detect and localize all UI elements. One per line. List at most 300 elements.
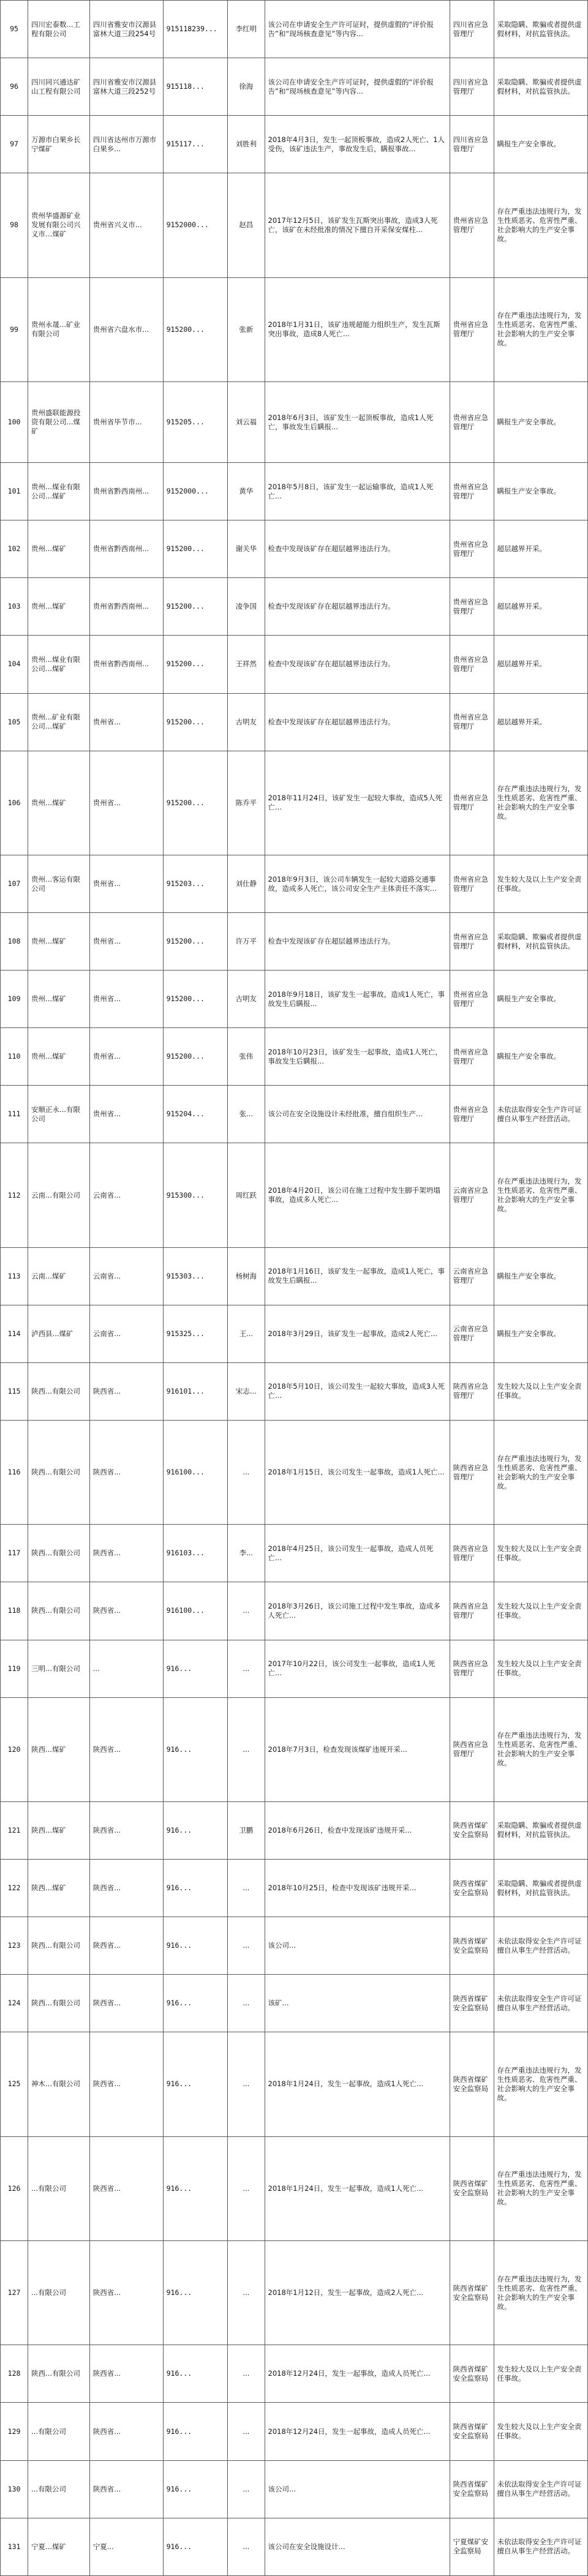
credit-code: 915205... [163,381,227,462]
registered-address: 陕西省... [89,1697,163,1801]
entity-name: 万源市白果乡长宁煤矿 [28,116,90,173]
legal-representative: ... [228,1917,265,1975]
entity-name: 贵州...煤矿 [28,913,90,971]
credit-code: 916... [163,1860,227,1917]
legal-representative: 凌争国 [228,578,265,636]
registered-address: 贵州省... [89,1086,163,1143]
violation-facts: 2018年12月24日，发生一起事故，造成人员死亡... [265,2345,450,2403]
listing-reason: 发生较大及以上生产安全责任事故。 [494,1525,587,1582]
listing-reason: 存在严重违法违规行为，发生性质恶劣、危害性严重、社会影响大的生产安全事故。 [494,2032,587,2136]
legal-representative: ... [228,2241,265,2345]
credit-code: 915118239... [163,1,227,58]
entity-name: 贵州盛联能源投资有限公司...煤矿 [28,381,90,462]
row-number: 104 [1,636,28,693]
violation-facts: 2018年6月26日，检查中发现该矿违规开采... [265,1801,450,1859]
table-row [1,971,588,1028]
entity-name: 贵州...煤矿 [28,751,90,855]
entity-name: 陕西...有限公司 [28,1975,90,2032]
credit-code: 915200... [163,520,227,578]
entity-name: 贵州...煤业有限公司...煤矿 [28,636,90,693]
violation-facts: 该公司在申请安全生产许可证时，提供虚假的“评价报告”和“现场核查意见”等内容... [265,1,450,58]
issuing-department: 云南省应急管理厅 [450,1305,494,1362]
entity-name: 陕西...有限公司 [28,2345,90,2403]
credit-code: 915118... [163,58,227,116]
violation-facts: 检查中发现该矿存在超层越界违法行为。 [265,693,450,751]
issuing-department: 陕西省煤矿安全监察局 [450,1917,494,1975]
legal-representative: 杨树海 [228,1247,265,1305]
credit-code: 915204... [163,1086,227,1143]
table-row [1,277,588,381]
violation-facts: 2018年11月24日，该矿发生一起较大事故，造成5人死亡... [265,751,450,855]
row-number: 123 [1,1917,28,1975]
registered-address: 贵州省... [89,913,163,971]
listing-reason: 采取隐瞒、欺骗或者提供虚假材料，对抗监管执法。 [494,1801,587,1859]
credit-code: 915200... [163,913,227,971]
listing-reason: 瞒报生产安全事故。 [494,971,587,1028]
legal-representative: 刘仕静 [228,855,265,912]
legal-representative: ... [228,1640,265,1697]
row-number: 97 [1,116,28,173]
entity-name: 贵州...客运有限公司 [28,855,90,912]
listing-reason: 超层越界开采。 [494,578,587,636]
violation-facts: 2018年10月25日，检查中发现该矿违规开采... [265,1860,450,1917]
issuing-department: 贵州省应急管理厅 [450,636,494,693]
listing-reason: 超层越界开采。 [494,693,587,751]
entity-name: 贵州...煤矿 [28,971,90,1028]
row-number: 107 [1,855,28,912]
registered-address: 贵州省黔西南州... [89,463,163,520]
violation-facts: 2018年12月24日，发生一起事故，造成人员死亡... [265,2403,450,2460]
registered-address: 陕西省... [89,2032,163,2136]
row-number: 114 [1,1305,28,1362]
listing-reason: 存在严重违法违规行为，发生性质恶劣、危害性严重、社会影响大的生产安全事故。 [494,173,587,277]
credit-code: 9152000... [163,173,227,277]
entity-name: 贵州...煤矿 [28,1028,90,1086]
registered-address: 贵州省... [89,855,163,912]
table-row [1,1420,588,1524]
table-row [1,1362,588,1420]
issuing-department: 四川省应急管理厅 [450,58,494,116]
legal-representative: 古明友 [228,693,265,751]
row-number: 124 [1,1975,28,2032]
listing-reason: 未依法取得安全生产许可证擅自从事生产经营活动。 [494,1917,587,1975]
registered-address: 陕西省... [89,2136,163,2240]
credit-code: 915117... [163,116,227,173]
entity-name: 安顺正永...有限公司 [28,1086,90,1143]
row-number: 98 [1,173,28,277]
row-number: 103 [1,578,28,636]
listing-reason: 未依法取得安全生产许可证擅自从事生产经营活动。 [494,2460,587,2518]
table-row [1,1640,588,1697]
legal-representative: ... [228,1697,265,1801]
listing-reason: 存在严重违法违规行为，发生性质恶劣、危害性严重、社会影响大的生产安全事故。 [494,751,587,855]
entity-name: 陕西...有限公司 [28,1420,90,1524]
row-number: 130 [1,2460,28,2518]
table-row [1,1143,588,1247]
issuing-department: 贵州省应急管理厅 [450,578,494,636]
legal-representative: 张伟 [228,1028,265,1086]
registered-address: 陕西省... [89,1525,163,1582]
violation-facts: 该矿... [265,1975,450,2032]
legal-representative: ... [228,2460,265,2518]
credit-code: 916... [163,1801,227,1859]
registered-address: 陕西省... [89,2345,163,2403]
legal-representative: 许万平 [228,913,265,971]
legal-representative: ... [228,2136,265,2240]
issuing-department: 贵州省应急管理厅 [450,381,494,462]
violation-facts: 2018年1月12日，发生一起事故，造成2人死亡... [265,2241,450,2345]
violation-facts: 2018年4月3日，发生一起顶板事故，造成2人死亡、1人受伤，该矿违法生产，事故发生后，瞒报事故... [265,116,450,173]
credit-code: 916... [163,2403,227,2460]
violation-facts: 2018年6月3日，该矿发生一起顶板事故，造成1人死亡，事故发生后瞒报... [265,381,450,462]
issuing-department: 贵州省应急管理厅 [450,913,494,971]
row-number: 112 [1,1143,28,1247]
row-number: 120 [1,1697,28,1801]
credit-code: 915200... [163,971,227,1028]
table-row [1,381,588,462]
row-number: 122 [1,1860,28,1917]
violation-facts: 2018年9月3日，该公司车辆发生一起较大道路交通事故，造成多人死亡，该公司安全生产主体责任不落实... [265,855,450,912]
legal-representative: 李... [228,1525,265,1582]
violation-facts: 2018年10月23日，该矿发生一起事故，造成1人死亡，事故发生后瞒报... [265,1028,450,1086]
listing-reason: 发生较大及以上生产安全责任事故。 [494,1362,587,1420]
entity-name: 云南...煤矿 [28,1247,90,1305]
credit-code: 916100... [163,1420,227,1524]
credit-code: 915203... [163,855,227,912]
credit-code: 916... [163,2032,227,2136]
issuing-department: 贵州省应急管理厅 [450,693,494,751]
registered-address: 贵州省黔西南州... [89,636,163,693]
registered-address: 贵州省六盘水市... [89,277,163,381]
issuing-department: 贵州省应急管理厅 [450,277,494,381]
issuing-department: 陕西省应急管理厅 [450,1525,494,1582]
legal-representative: ... [228,2518,265,2575]
table-row [1,636,588,693]
issuing-department: 陕西省应急管理厅 [450,1420,494,1524]
violation-facts: 2018年4月25日，该公司发生一起事故，造成人员死亡... [265,1525,450,1582]
violation-facts: 检查中发现该矿存在超层越界违法行为。 [265,520,450,578]
credit-code: 916100... [163,1582,227,1640]
issuing-department: 陕西省应急管理厅 [450,1582,494,1640]
row-number: 125 [1,2032,28,2136]
issuing-department: 贵州省应急管理厅 [450,463,494,520]
entity-name: 陕西...有限公司 [28,1582,90,1640]
entity-name: 陕西...有限公司 [28,1917,90,1975]
row-number: 129 [1,2403,28,2460]
legal-representative: 黄华 [228,463,265,520]
entity-name: ...有限公司 [28,2241,90,2345]
credit-code: 915200... [163,636,227,693]
legal-representative: 周红跃 [228,1143,265,1247]
violation-facts: 2018年9月18日，该矿发生一起事故，造成1人死亡，事故发生后瞒报... [265,971,450,1028]
listing-reason: 采取隐瞒、欺骗或者提供虚假材料，对抗监管执法。 [494,58,587,116]
credit-code: 915300... [163,1143,227,1247]
row-number: 131 [1,2518,28,2575]
registered-address: 陕西省... [89,2241,163,2345]
violation-facts: 2018年3月29日，该矿发生一起事故，造成2人死亡... [265,1305,450,1362]
row-number: 95 [1,1,28,58]
issuing-department: 陕西省应急管理厅 [450,1697,494,1801]
issuing-department: 陕西省煤矿安全监察局 [450,2345,494,2403]
row-number: 108 [1,913,28,971]
listing-reason: 发生较大及以上生产安全责任事故。 [494,2345,587,2403]
issuing-department: 贵州省应急管理厅 [450,971,494,1028]
table-row [1,116,588,173]
legal-representative: ... [228,1860,265,1917]
listing-reason: 瞒报生产安全事故。 [494,1028,587,1086]
listing-reason: 存在严重违法违规行为，发生性质恶劣、危害性严重、社会影响大的生产安全事故。 [494,1697,587,1801]
issuing-department: 陕西省煤矿安全监察局 [450,1860,494,1917]
entity-name: 宁夏...煤矿 [28,2518,90,2575]
entity-name: ...有限公司 [28,2460,90,2518]
row-number: 115 [1,1362,28,1420]
listing-reason: 瞒报生产安全事故。 [494,1247,587,1305]
table-row [1,1086,588,1143]
legal-representative: ... [228,1582,265,1640]
violation-facts: 检查中发现该矿存在超层越界违法行为。 [265,636,450,693]
registered-address: 贵州省... [89,1028,163,1086]
credit-code: 916101... [163,1362,227,1420]
table-row [1,173,588,277]
entity-name: 贵州永晟...矿业有限公司 [28,277,90,381]
entity-name: 陕西...有限公司 [28,1525,90,1582]
legal-representative: ... [228,2345,265,2403]
credit-code: 916... [163,1697,227,1801]
issuing-department: 贵州省应急管理厅 [450,751,494,855]
registered-address: 云南省... [89,1247,163,1305]
entity-name: 贵州...煤矿 [28,520,90,578]
credit-code: 916... [163,2136,227,2240]
issuing-department: 陕西省煤矿安全监察局 [450,2136,494,2240]
violation-facts: 2018年1月15日，该公司发生一起事故，造成1人死亡... [265,1420,450,1524]
entity-name: 陕西...有限公司 [28,1362,90,1420]
table-row [1,463,588,520]
violation-facts: 2017年12月5日，该矿发生瓦斯突出事故，造成3人死亡，该矿在未经批准的情况下擅自开采保安煤柱... [265,173,450,277]
listing-reason: 瞒报生产安全事故。 [494,1305,587,1362]
entity-name: ...有限公司 [28,2136,90,2240]
table-row [1,1582,588,1640]
credit-code: 916... [163,2345,227,2403]
entity-name: 贵州...矿业有限公司...煤矿 [28,693,90,751]
legal-representative: 古明友 [228,971,265,1028]
registered-address: 云南省... [89,1143,163,1247]
issuing-department: 云南省应急管理厅 [450,1143,494,1247]
row-number: 100 [1,381,28,462]
row-number: 118 [1,1582,28,1640]
violation-facts: 检查中发现该矿存在超层越界违法行为。 [265,913,450,971]
violation-facts: 2018年1月31日，该矿违规超能力组织生产，发生瓦斯突出事故，造成8人死亡... [265,277,450,381]
registered-address: 陕西省... [89,1975,163,2032]
legal-representative: ... [228,1975,265,2032]
legal-representative: 王... [228,1305,265,1362]
registered-address: 陕西省... [89,1582,163,1640]
violation-facts: 该公司在申请安全生产许可证时，提供虚假的“评价报告”和“现场核查意见”等内容... [265,58,450,116]
violation-facts: 2018年1月16日，该矿发生一起事故，造成1人死亡，事故发生后瞒报... [265,1247,450,1305]
table-row [1,1801,588,1859]
legal-representative: 陈乔平 [228,751,265,855]
entity-name: 四川同兴通达矿山工程有限公司 [28,58,90,116]
legal-representative: 赵昌 [228,173,265,277]
credit-code: 915200... [163,1028,227,1086]
issuing-department: 陕西省应急管理厅 [450,1362,494,1420]
credit-code: 916... [163,2241,227,2345]
legal-representative: 卫鹏 [228,1801,265,1859]
registered-address: 陕西省... [89,1420,163,1524]
registered-address: 陕西省... [89,1362,163,1420]
registered-address: 陕西省... [89,2460,163,2518]
listing-reason: 发生较大及以上生产安全责任事故。 [494,855,587,912]
legal-representative: 刘云福 [228,381,265,462]
registered-address: 陕西省... [89,1860,163,1917]
issuing-department: 贵州省应急管理厅 [450,173,494,277]
legal-representative: 徐海 [228,58,265,116]
issuing-department: 贵州省应急管理厅 [450,1086,494,1143]
credit-code: 915200... [163,578,227,636]
table-row [1,1305,588,1362]
table-row [1,58,588,116]
credit-code: 916... [163,2460,227,2518]
row-number: 119 [1,1640,28,1697]
table-row [1,2241,588,2345]
listing-reason: 存在严重违法违规行为，发生性质恶劣、危害性严重、社会影响大的生产安全事故。 [494,2136,587,2240]
violation-facts: 2018年7月3日，检查发现该煤矿违规开采... [265,1697,450,1801]
issuing-department: 陕西省应急管理厅 [450,1640,494,1697]
row-number: 121 [1,1801,28,1859]
listing-reason: 采取隐瞒、欺骗或者提供虚假材料，对抗监管执法。 [494,1860,587,1917]
entity-name: 三明...有限公司 [28,1640,90,1697]
listing-reason: 发生较大及以上生产安全责任事故。 [494,1582,587,1640]
legal-representative: 张新 [228,277,265,381]
violation-facts: 2018年4月20日，该公司在施工过程中发生脚手架坍塌事故，造成多人死亡... [265,1143,450,1247]
credit-code: 916... [163,2518,227,2575]
violation-facts: 2018年3月26日，该公司施工过程中发生事故，造成多人死亡... [265,1582,450,1640]
row-number: 99 [1,277,28,381]
credit-code: 916103... [163,1525,227,1582]
violation-facts: 该公司... [265,1917,450,1975]
registered-address: 贵州省毕节市... [89,381,163,462]
table-row [1,1,588,58]
issuing-department: 陕西省煤矿安全监察局 [450,2032,494,2136]
entity-name: 四川宏泰数...工程有限公司 [28,1,90,58]
listing-reason: 未依法取得安全生产许可证擅自从事生产经营活动。 [494,1086,587,1143]
row-number: 127 [1,2241,28,2345]
registered-address: 四川省雅安市汉源县富林大道三段254号 [89,1,163,58]
entity-name: 泸西县...煤矿 [28,1305,90,1362]
legal-representative: ... [228,2403,265,2460]
listing-reason: 超层越界开采。 [494,636,587,693]
listing-reason: 瞒报生产安全事故。 [494,463,587,520]
row-number: 110 [1,1028,28,1086]
issuing-department: 贵州省应急管理厅 [450,520,494,578]
credit-code: 916... [163,1917,227,1975]
table-row [1,2403,588,2460]
legal-representative: 王祥然 [228,636,265,693]
entity-name: 神木...有限公司 [28,2032,90,2136]
registered-address: 云南省... [89,1305,163,1362]
table-row [1,913,588,971]
legal-representative: 谢关华 [228,520,265,578]
listing-reason: 瞒报生产安全事故。 [494,381,587,462]
listing-reason: 发生较大及以上生产安全责任事故。 [494,1640,587,1697]
registered-address: 陕西省... [89,2403,163,2460]
registered-address: 贵州省黔西南州... [89,520,163,578]
credit-code: 916... [163,1640,227,1697]
listing-reason: 采取隐瞒、欺骗或者提供虚假材料，对抗监管执法。 [494,913,587,971]
row-number: 102 [1,520,28,578]
listing-reason: 存在严重违法违规行为，发生性质恶劣、危害性严重、社会影响大的生产安全事故。 [494,2241,587,2345]
credit-code: 915200... [163,277,227,381]
entity-name: 贵州...煤业有限公司...煤矿 [28,463,90,520]
registered-address: 贵州省... [89,751,163,855]
entity-name: 陕西...煤矿 [28,1801,90,1859]
row-number: 116 [1,1420,28,1524]
registered-address: 贵州省黔西南州... [89,578,163,636]
registered-address: 贵州省... [89,693,163,751]
table-row [1,1525,588,1582]
entity-name: 陕西...煤矿 [28,1860,90,1917]
violation-facts: 该公司... [265,2460,450,2518]
table-body [1,1,588,2576]
legal-representative: 张... [228,1086,265,1143]
legal-representative: ... [228,2032,265,2136]
entity-name: 云南...有限公司 [28,1143,90,1247]
row-number: 117 [1,1525,28,1582]
listing-reason: 存在严重违法违规行为，发生性质恶劣、危害性严重、社会影响大的生产安全事故。 [494,277,587,381]
issuing-department: 贵州省应急管理厅 [450,855,494,912]
listing-reason: 采取隐瞒、欺骗或者提供虚假材料，对抗监管执法。 [494,1,587,58]
table-row [1,1697,588,1801]
violation-facts: 该公司在安全设施设计未经批准，擅自组织生产... [265,1086,450,1143]
credit-code: 915303... [163,1247,227,1305]
row-number: 105 [1,693,28,751]
credit-code: 9152000... [163,463,227,520]
issuing-department: 云南省应急管理厅 [450,1247,494,1305]
row-number: 96 [1,58,28,116]
credit-code: 915200... [163,693,227,751]
listing-reason: 超层越界开采。 [494,520,587,578]
listing-reason: 发生较大及以上生产安全责任事故。 [494,2403,587,2460]
issuing-department: 陕西省煤矿安全监察局 [450,1801,494,1859]
registered-address: 陕西省... [89,1917,163,1975]
registered-address: 贵州省... [89,971,163,1028]
registered-address: 贵州省兴义市... [89,173,163,277]
registered-address: 宁夏... [89,2518,163,2575]
violation-facts: 检查中发现该矿存在超层越界违法行为。 [265,578,450,636]
listing-reason: 存在严重违法违规行为，发生性质恶劣、危害性严重、社会影响大的生产安全事故。 [494,1143,587,1247]
issuing-department: 陕西省煤矿安全监察局 [450,2403,494,2460]
issuing-department: 贵州省应急管理厅 [450,1028,494,1086]
listing-reason: 瞒报生产安全事故。 [494,116,587,173]
credit-code: 916... [163,1975,227,2032]
table-row [1,578,588,636]
credit-code: 915200... [163,751,227,855]
row-number: 111 [1,1086,28,1143]
row-number: 109 [1,971,28,1028]
table-row [1,2345,588,2403]
table-row [1,2518,588,2575]
entity-name: 贵州...煤矿 [28,578,90,636]
table-row [1,2136,588,2240]
listing-reason: 未依法取得安全生产许可证擅自从事生产经营活动。 [494,1975,587,2032]
listing-reason: 未依法取得安全生产许可证擅自从事生产经营活动。 [494,2518,587,2575]
issuing-department: 陕西省煤矿安全监察局 [450,2241,494,2345]
violation-facts: 2018年1月24日，发生一起事故，造成1人死亡... [265,2136,450,2240]
registered-address: 陕西省... [89,1801,163,1859]
legal-representative: 宋志... [228,1362,265,1420]
violation-facts: 2018年5月8日，该矿发生一起运输事故，造成1人死亡... [265,463,450,520]
legal-representative: 李红明 [228,1,265,58]
violation-facts: 2018年1月24日，发生一起事故，造成1人死亡... [265,2032,450,2136]
